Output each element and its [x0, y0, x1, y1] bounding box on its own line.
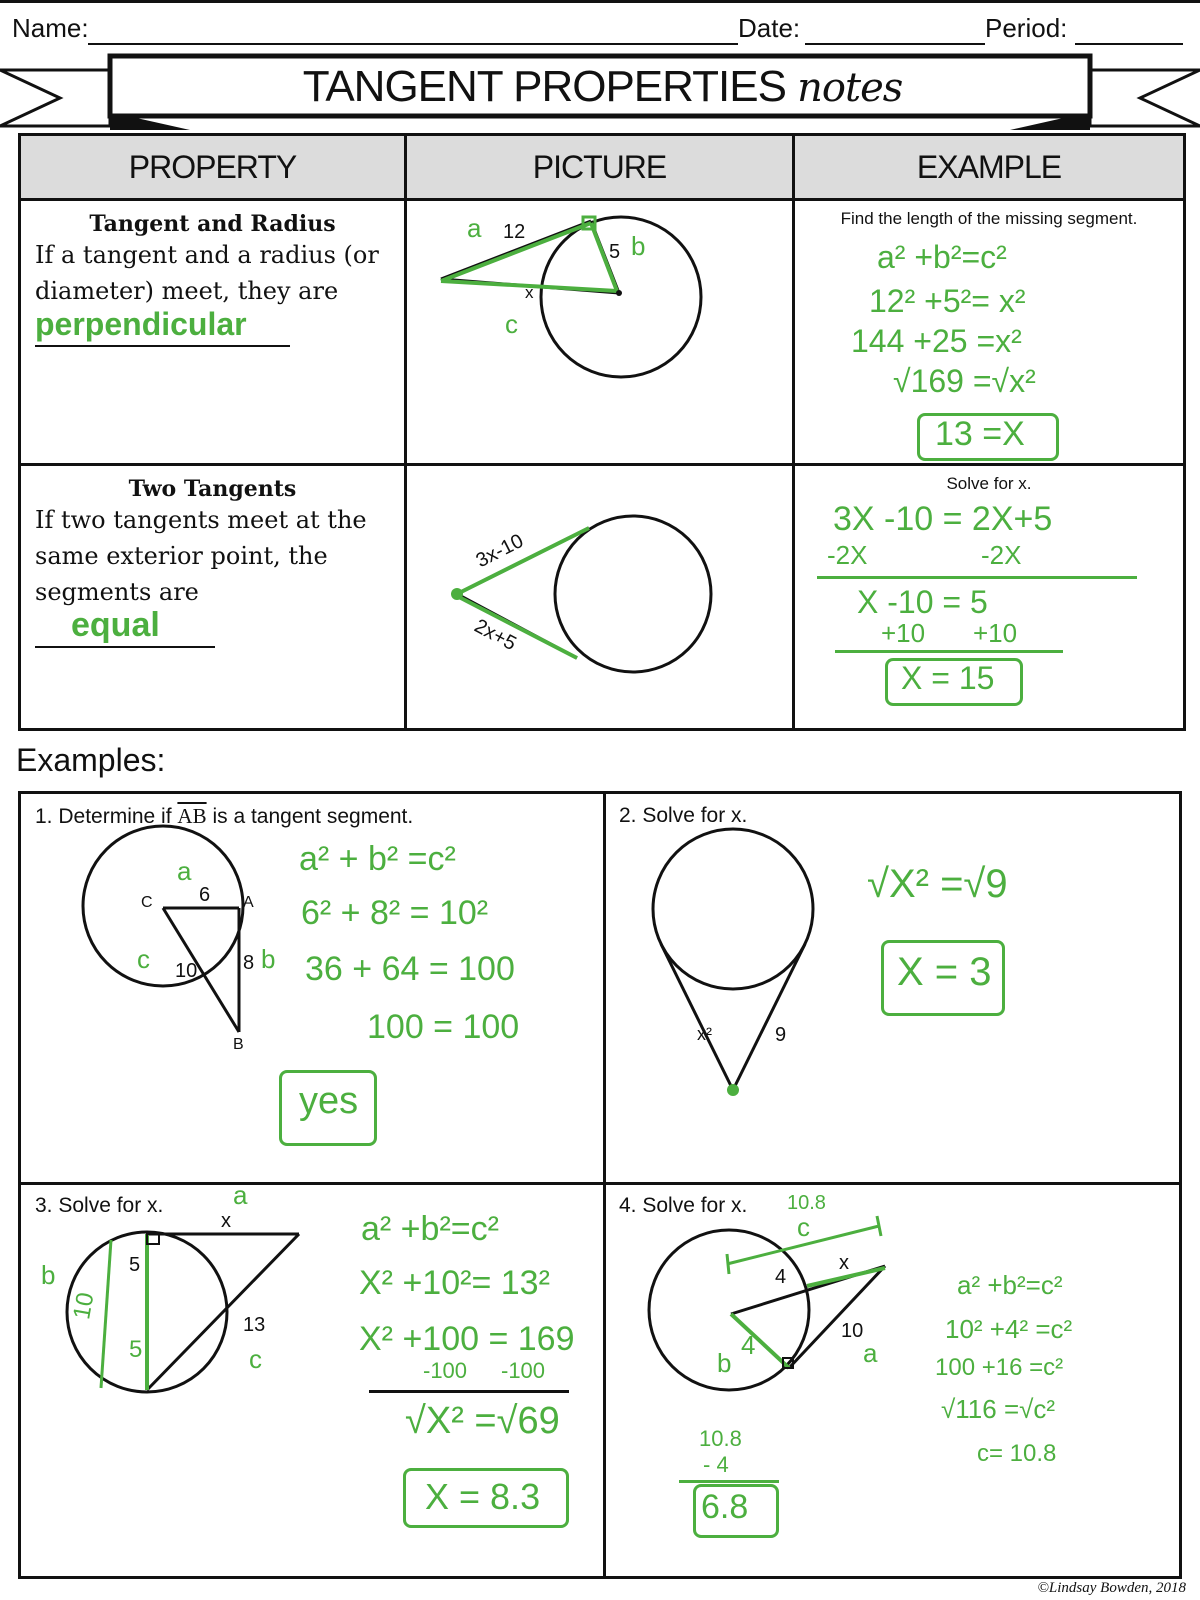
sub-line: 10.8: [699, 1426, 742, 1451]
work-line: a² + b² =c²: [299, 840, 456, 878]
answer-text: perpendicular: [35, 306, 247, 342]
label-x-squared: x²: [697, 1024, 712, 1044]
result-text: 13 =X: [935, 415, 1025, 453]
label-12: 12: [503, 221, 526, 243]
label-5-bottom: 5: [129, 1336, 143, 1363]
work-line: 36 + 64 = 100: [305, 950, 515, 988]
example-prompt: Solve for x.: [946, 474, 1032, 493]
property-statement: If a tangent and a radius (or diameter) meet, they are: [35, 241, 379, 305]
property-title: Two Tangents: [128, 476, 297, 502]
point-b-label: B: [233, 1036, 244, 1053]
label-top-tangent: 3x-10: [472, 529, 528, 573]
label-b: b: [631, 231, 646, 261]
tangent-radius-diagram: [407, 201, 795, 463]
period-label: Period:: [985, 13, 1068, 43]
property-statement: If two tangents meet at the same exterior point, the segments are: [35, 506, 367, 606]
picture-cell: [406, 200, 794, 465]
picture-cell: [406, 465, 794, 730]
work-line: +10: [881, 618, 926, 648]
prompt-text: 1. Determine if: [35, 805, 172, 828]
label-4: 4: [775, 1266, 787, 1288]
label-b: b: [261, 944, 276, 974]
work-divider: [835, 650, 1063, 653]
label-4-green: 4: [741, 1330, 756, 1360]
name-label: Name:: [12, 13, 89, 43]
label-5: 5: [609, 241, 621, 263]
work-line: X -10 = 5: [857, 584, 988, 620]
work-divider: [817, 576, 1137, 579]
label-bottom-tangent: 2x+5: [470, 615, 520, 656]
page-title: [110, 58, 1095, 116]
label-b: b: [41, 1260, 56, 1290]
label-c: c: [797, 1212, 810, 1242]
label-5-top: 5: [129, 1254, 141, 1276]
work-line: 6² + 8² = 10²: [301, 894, 489, 932]
work-divider: [679, 1480, 779, 1483]
example-prompt: Find the length of the missing segment.: [840, 209, 1138, 228]
label-9: 9: [775, 1024, 787, 1046]
worksheet-header: [0, 0, 1200, 53]
work-line: 10² +4² =c²: [945, 1314, 1073, 1344]
label-10: 10: [175, 960, 198, 982]
property-cell: [20, 465, 406, 730]
property-text: [21, 502, 404, 648]
property-cell: [20, 200, 406, 465]
label-x: x: [221, 1210, 231, 1232]
title-script: notes: [797, 65, 903, 111]
label-6: 6: [199, 884, 211, 906]
work-line: -100: [423, 1358, 468, 1383]
prompt-text: is a tangent segment.: [212, 805, 414, 828]
point-c-label: C: [141, 894, 153, 911]
copyright-credit: ©Lindsay Bowden, 2018: [1037, 1580, 1186, 1596]
property-title: Tangent and Radius: [89, 211, 336, 237]
label-10: 10: [68, 1290, 100, 1322]
two-tangents-diagram: [407, 466, 795, 728]
point-a-label: A: [243, 894, 254, 911]
label-x: x: [525, 283, 534, 302]
work-line: 100 = 100: [367, 1008, 520, 1046]
answer-text: equal: [71, 606, 160, 644]
work-line: a² +b²=c²: [877, 239, 1007, 275]
label-10: 10: [841, 1320, 864, 1342]
label-a: a: [177, 856, 192, 886]
label-a: a: [467, 213, 482, 243]
title-main: TANGENT PROPERTIES: [302, 62, 786, 111]
answer-blank[interactable]: [35, 607, 215, 648]
label-10-8: 10.8: [787, 1192, 826, 1214]
work-line: 100 +16 =c²: [935, 1354, 1064, 1381]
name-line[interactable]: [88, 43, 738, 45]
date-label: Date:: [738, 13, 801, 43]
table-row: [20, 465, 1185, 730]
result-text: X = 3: [897, 950, 992, 994]
work-line: +10: [973, 618, 1018, 648]
work-line: -2X: [981, 540, 1022, 570]
example-4-diagram: [603, 1182, 1183, 1582]
property-text: [21, 237, 404, 347]
example-2-prompt: 2. Solve for x.: [619, 804, 748, 827]
work-line: √X² =√9: [867, 862, 1008, 906]
work-line: √X² =√69: [405, 1400, 560, 1442]
label-c: c: [249, 1344, 262, 1374]
label-c: c: [505, 309, 518, 339]
example-cell: [794, 200, 1185, 465]
segment-ab: $\overline{AB}$: [177, 804, 207, 828]
date-line[interactable]: [805, 43, 985, 45]
result-text: X = 15: [901, 660, 995, 696]
header-example: EXAMPLE: [794, 135, 1185, 200]
work-line: 144 +25 =x²: [851, 323, 1022, 359]
result-text: 6.8: [701, 1488, 749, 1526]
work-line: √116 =√c²: [941, 1394, 1056, 1424]
period-line[interactable]: [1075, 43, 1183, 45]
properties-table: [18, 133, 1186, 731]
work-line: -2X: [827, 540, 868, 570]
work-line: √169 =√x²: [893, 363, 1036, 399]
work-divider: [369, 1390, 569, 1393]
label-8: 8: [243, 952, 255, 974]
work-line: 3X -10 = 2X+5: [833, 500, 1053, 538]
work-line: a² +b²=c²: [957, 1270, 1063, 1300]
examples-grid: [18, 791, 1182, 1579]
label-b: b: [717, 1348, 732, 1378]
label-13: 13: [243, 1314, 266, 1336]
example-3-prompt: 3. Solve for x.: [35, 1194, 164, 1217]
header-property: PROPERTY: [20, 135, 406, 200]
label-a: a: [233, 1180, 248, 1210]
work-line: -100: [501, 1358, 546, 1383]
answer-blank[interactable]: [35, 306, 290, 347]
example-cell: [794, 465, 1185, 730]
sub-line: - 4: [703, 1452, 729, 1477]
label-a: a: [863, 1338, 878, 1368]
label-x: x: [839, 1252, 849, 1274]
work-line: c= 10.8: [977, 1440, 1057, 1467]
work-line: X² +100 = 169: [359, 1320, 575, 1358]
example-4-prompt: 4. Solve for x.: [619, 1194, 748, 1217]
examples-heading: Examples:: [16, 742, 166, 778]
result-text: yes: [299, 1080, 359, 1122]
result-text: X = 8.3: [425, 1476, 541, 1517]
table-row: [20, 200, 1185, 465]
label-c: c: [137, 944, 150, 974]
header-picture: PICTURE: [406, 135, 794, 200]
work-line: a² +b²=c²: [361, 1210, 499, 1248]
work-line: 12² +5²= x²: [869, 283, 1026, 319]
work-line: X² +10²= 13²: [359, 1264, 550, 1302]
